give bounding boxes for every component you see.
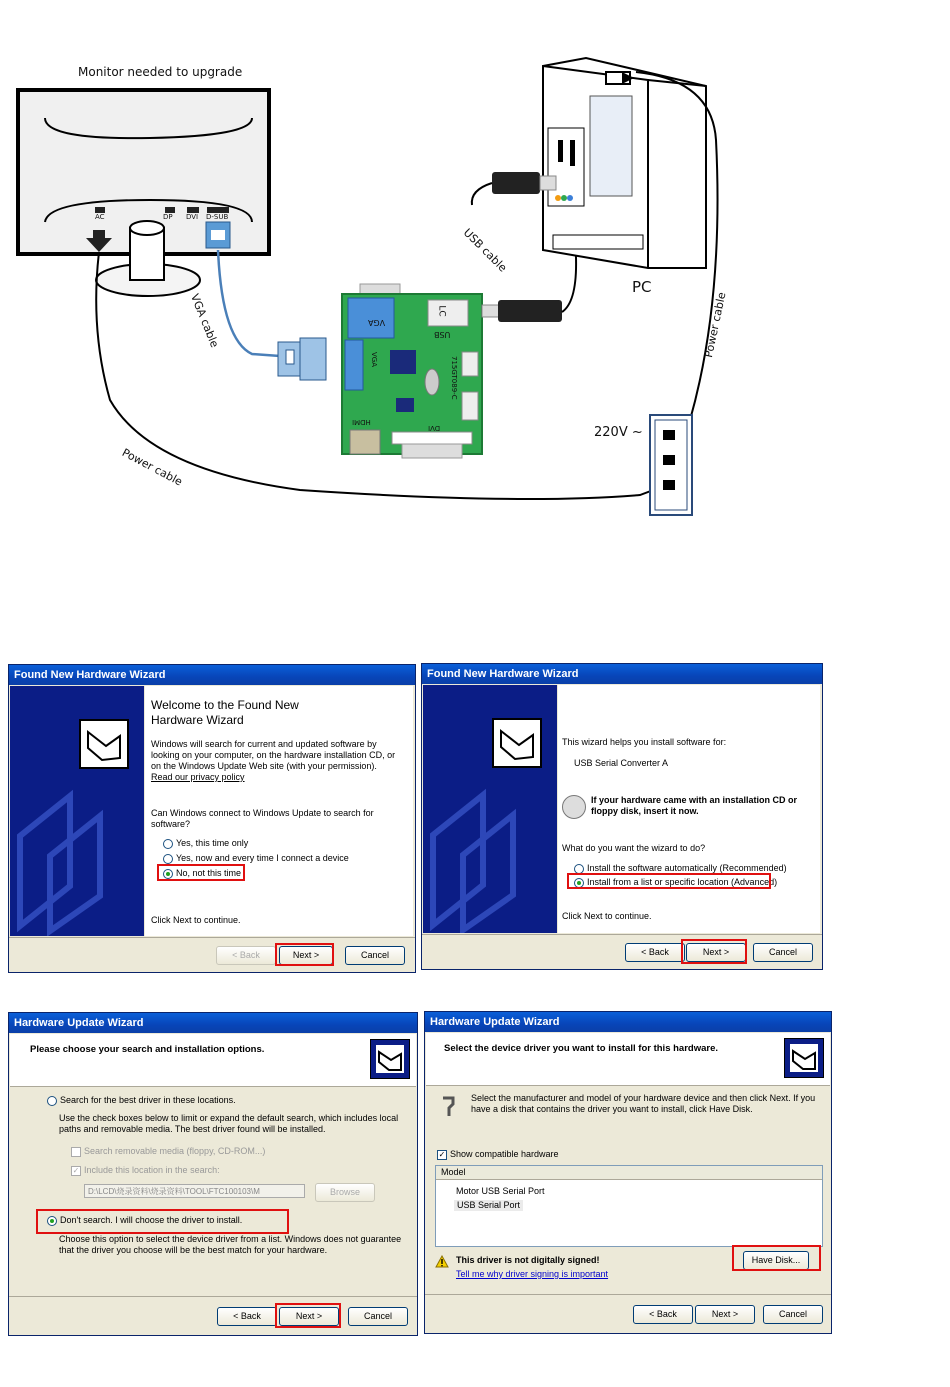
wizard-content bbox=[145, 686, 413, 936]
back-button[interactable]: < Back bbox=[625, 943, 685, 962]
monitor-drawing bbox=[18, 90, 269, 296]
radio-icon[interactable] bbox=[47, 1096, 57, 1106]
highlight-box bbox=[681, 939, 747, 964]
back-button[interactable]: < Back bbox=[216, 946, 276, 965]
driver-signing-link[interactable]: Tell me why driver signing is important bbox=[456, 1269, 609, 1279]
privacy-policy-link[interactable]: Read our privacy policy bbox=[151, 772, 245, 782]
hardware-plug-icon bbox=[439, 1094, 459, 1118]
wizard-heading: Select the device driver you want to install for this hardware. bbox=[444, 1043, 718, 1054]
unsigned-driver-warning: This driver is not digitally signed! bbox=[456, 1255, 600, 1265]
checkbox-include-location-label: Include this location in the search: bbox=[84, 1165, 220, 1175]
device-name: USB Serial Converter A bbox=[574, 758, 669, 768]
list-item[interactable]: Motor USB Serial Port bbox=[456, 1186, 545, 1196]
option-install-auto-label: Install the software automatically (Recommended) bbox=[587, 863, 787, 873]
warning-icon bbox=[435, 1255, 449, 1268]
board-dvi-label: DVI bbox=[428, 424, 441, 432]
back-button[interactable]: < Back bbox=[217, 1307, 277, 1326]
power-outlet bbox=[650, 415, 692, 515]
wizard-question: What do you want the wizard to do? bbox=[562, 843, 706, 853]
list-item[interactable]: USB Serial Port bbox=[454, 1200, 523, 1211]
search-path-field[interactable]: D:\LCD\烧录资料\烧录资料\TOOL\FTC100103\M bbox=[84, 1184, 305, 1198]
pc-drawing bbox=[543, 58, 706, 268]
driver-select-description: Select the manufacturer and model of your hardware device and then click Next. If you have a disk that contains the driver you want to install, click Have Disk. bbox=[471, 1093, 816, 1114]
vga-plug bbox=[278, 338, 326, 380]
highlight-box bbox=[275, 1303, 341, 1328]
window-title: Hardware Update Wizard bbox=[425, 1012, 831, 1032]
option-dont-search-label: Don't search. I will choose the driver to install. bbox=[60, 1215, 243, 1225]
browse-button[interactable]: Browse bbox=[315, 1183, 375, 1202]
board-vga-side-label: VGA bbox=[370, 352, 378, 368]
wizard-heading: Please choose your search and installation options. bbox=[30, 1044, 265, 1055]
checkbox-removable-media-label: Search removable media (floppy, CD-ROM...) bbox=[84, 1146, 266, 1156]
wizard-heading: Welcome to the Found New Hardware Wizard bbox=[151, 698, 299, 727]
checkbox-checked-icon[interactable]: ✓ bbox=[438, 1149, 446, 1159]
next-button[interactable]: Next > bbox=[686, 943, 746, 962]
back-button[interactable]: < Back bbox=[633, 1305, 693, 1324]
wizard-button-bar bbox=[425, 1294, 831, 1333]
cd-instruction: If your hardware came with an installation CD or floppy disk, insert it now. bbox=[591, 795, 798, 816]
port-ac-label: AC bbox=[95, 213, 105, 221]
highlight-box bbox=[36, 1209, 289, 1234]
cancel-button[interactable]: Cancel bbox=[753, 943, 813, 962]
wizard-question: Can Windows connect to Windows Update to search for software? bbox=[151, 808, 374, 829]
hardware-update-wizard-2 bbox=[424, 1011, 832, 1334]
highlight-box bbox=[275, 943, 334, 966]
checkbox-show-compatible-label: Show compatible hardware bbox=[450, 1149, 559, 1159]
cancel-button[interactable]: Cancel bbox=[763, 1305, 823, 1324]
wizard-hardware-icon bbox=[784, 1038, 824, 1078]
highlight-box bbox=[157, 864, 245, 881]
checkbox-icon[interactable] bbox=[71, 1147, 81, 1157]
model-list bbox=[435, 1165, 823, 1247]
pc-label: PC bbox=[632, 278, 652, 296]
wizard-header-strip bbox=[10, 1034, 416, 1087]
cancel-button[interactable]: Cancel bbox=[348, 1307, 408, 1326]
checkbox-show-compatible[interactable] bbox=[437, 1149, 559, 1160]
next-button[interactable]: Next > bbox=[279, 946, 333, 965]
vga-cable-label: VGA cable bbox=[187, 292, 222, 350]
port-dvi-label: DVI bbox=[186, 213, 199, 221]
wizard-banner-art bbox=[423, 685, 557, 933]
wizard-footer: Click Next to continue. bbox=[562, 911, 652, 921]
option-yes-always[interactable] bbox=[163, 853, 349, 864]
have-disk-button[interactable]: Have Disk... bbox=[743, 1251, 809, 1270]
connection-diagram bbox=[0, 0, 950, 560]
wizard-button-bar bbox=[9, 937, 415, 972]
wizard-hardware-icon bbox=[370, 1039, 410, 1079]
checkbox-removable-media[interactable] bbox=[71, 1146, 265, 1157]
checkbox-include-location[interactable] bbox=[71, 1165, 220, 1176]
window-title: Found New Hardware Wizard bbox=[422, 664, 822, 684]
board-usb-label: USB bbox=[434, 330, 451, 339]
wizard-button-bar bbox=[422, 934, 822, 969]
option-no-label: No, not this time bbox=[176, 868, 242, 878]
model-column-header[interactable]: Model bbox=[436, 1166, 822, 1180]
board-vga-top-label: VGA bbox=[368, 318, 386, 327]
cd-icon bbox=[562, 795, 586, 819]
next-button[interactable]: Next > bbox=[695, 1305, 755, 1324]
window-title: Found New Hardware Wizard bbox=[9, 665, 415, 685]
wizard-side-graphic bbox=[423, 685, 557, 933]
wizard-banner-art bbox=[10, 686, 144, 936]
found-new-hardware-wizard-2 bbox=[421, 663, 823, 970]
wizard-content bbox=[558, 685, 820, 933]
dont-search-description: Choose this option to select the device driver from a list. Windows does not guarantee that the driver you choose will be the best match for your hardware. bbox=[59, 1234, 402, 1255]
found-new-hardware-wizard-1 bbox=[8, 664, 416, 973]
connection-diagram-svg bbox=[0, 0, 950, 560]
usb-cable-label: USB cable bbox=[460, 226, 510, 275]
wizard-header-strip bbox=[426, 1033, 830, 1086]
highlight-box bbox=[732, 1245, 821, 1271]
checkbox-checked-icon[interactable]: ✓ bbox=[72, 1165, 80, 1175]
wizard-intro: Windows will search for current and updated software by looking on your computer, on the hardware installation CD, or on the Windows Update Web site (with your permission). bbox=[151, 739, 396, 771]
wizard-footer: Click Next to continue. bbox=[151, 915, 241, 925]
controller-board bbox=[342, 284, 482, 458]
option-yes-once[interactable] bbox=[163, 838, 248, 849]
search-description: Use the check boxes below to limit or expand the default search, which includes local paths and removable media. The best driver found will be installed. bbox=[59, 1113, 399, 1134]
power-cable-right-label: Power cable bbox=[702, 291, 729, 359]
hardware-update-wizard-1 bbox=[8, 1012, 418, 1336]
monitor-label: Monitor needed to upgrade bbox=[78, 65, 243, 79]
option-yes-once-label: Yes, this time only bbox=[176, 838, 249, 848]
window-title: Hardware Update Wizard bbox=[9, 1013, 417, 1033]
option-search-label: Search for the best driver in these locations. bbox=[60, 1095, 236, 1105]
cancel-button[interactable]: Cancel bbox=[345, 946, 405, 965]
option-search[interactable] bbox=[47, 1095, 236, 1106]
outlet-label: 220V ~ bbox=[594, 425, 643, 440]
wizard-helps-text: This wizard helps you install software for: bbox=[562, 737, 727, 747]
option-yes-always-label: Yes, now and every time I connect a device bbox=[176, 853, 349, 863]
board-part-label: 715GT089-C bbox=[450, 356, 458, 400]
port-dp-label: DP bbox=[163, 213, 173, 221]
wizard-side-graphic bbox=[10, 686, 144, 936]
port-dsub-label: D-SUB bbox=[206, 213, 229, 221]
option-install-list-label: Install from a list or specific location (Advanced) bbox=[587, 877, 778, 887]
next-button[interactable]: Next > bbox=[279, 1307, 339, 1326]
board-hdmi-label: HDMI bbox=[352, 418, 371, 426]
wizard-button-bar bbox=[9, 1296, 417, 1335]
highlight-box bbox=[567, 873, 771, 889]
power-cable-left-label: Power cable bbox=[119, 446, 185, 489]
radio-icon[interactable] bbox=[163, 839, 173, 849]
radio-icon[interactable] bbox=[163, 854, 173, 864]
board-lc-label: LC bbox=[436, 305, 447, 317]
